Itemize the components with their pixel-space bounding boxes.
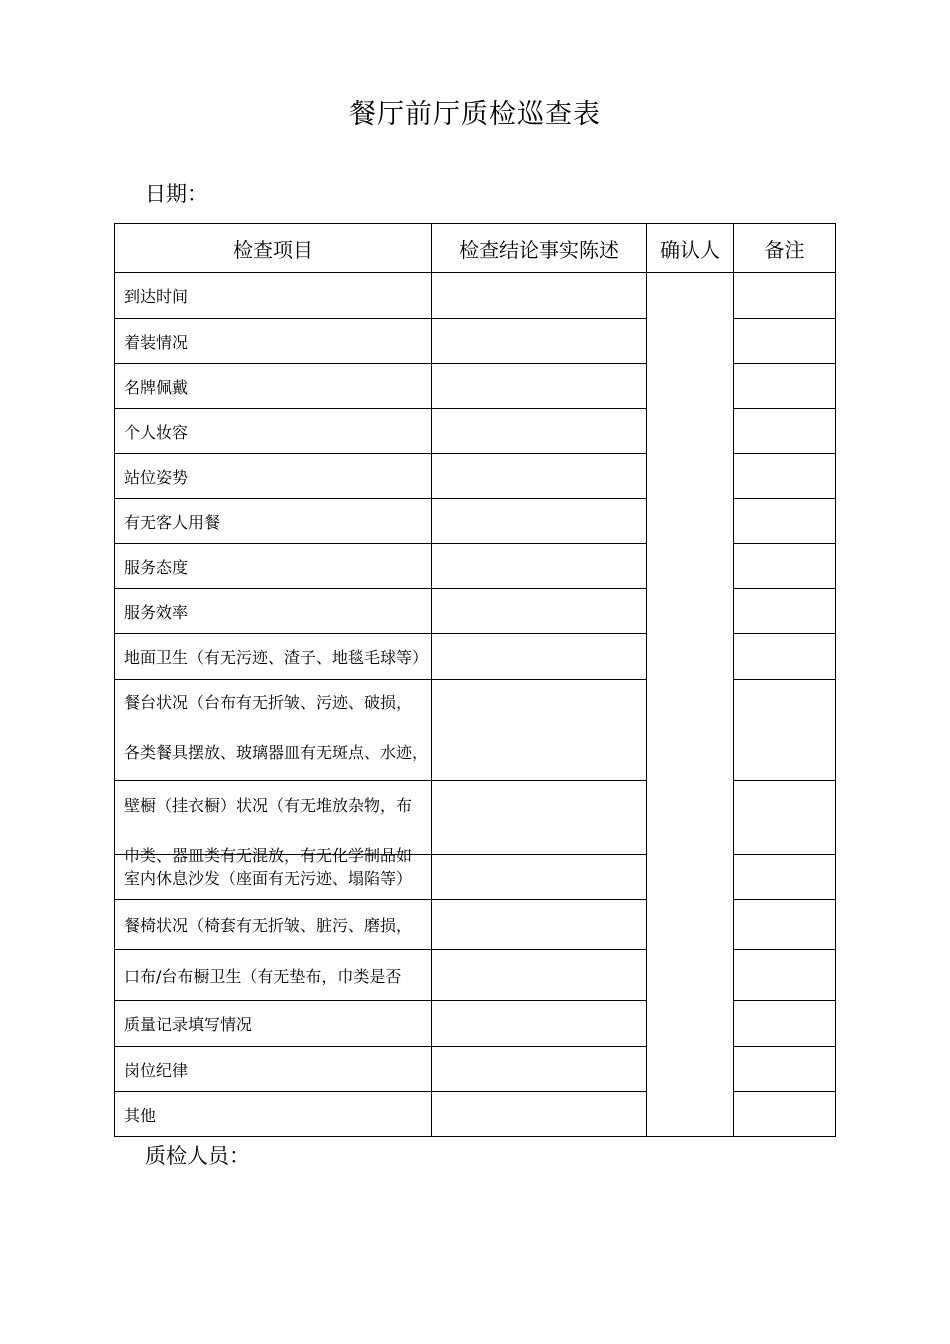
conclusion-cell[interactable]	[432, 454, 647, 499]
remarks-cell[interactable]	[734, 589, 836, 634]
item-cell: 个人妆容	[115, 409, 432, 454]
remarks-cell[interactable]	[734, 680, 836, 781]
remarks-cell[interactable]	[734, 1092, 836, 1137]
conclusion-cell[interactable]	[432, 319, 647, 364]
item-cell	[115, 680, 432, 781]
item-cell: 有无客人用餐	[115, 499, 432, 544]
item-cell: 服务效率	[115, 589, 432, 634]
conclusion-cell[interactable]	[432, 1001, 647, 1047]
confirmer-cell[interactable]	[647, 273, 734, 1137]
conclusion-cell[interactable]	[432, 589, 647, 634]
item-cell: 岗位纪律	[115, 1047, 432, 1092]
conclusion-cell[interactable]	[432, 499, 647, 544]
item-line-2: 巾类、器皿类有无混放，有无化学制品如	[124, 846, 413, 865]
item-cell: 餐椅状况（椅套有无折皱、脏污、磨损，	[115, 900, 432, 950]
remarks-cell[interactable]	[734, 950, 836, 1001]
remarks-cell[interactable]	[734, 900, 836, 950]
item-line-1: 餐台状况（台布有无折皱、污迹、破损，	[124, 693, 413, 712]
remarks-cell[interactable]	[734, 273, 836, 319]
remarks-cell[interactable]	[734, 855, 836, 900]
item-cell: 服务态度	[115, 544, 432, 589]
item-line-1: 壁橱（挂衣橱）状况（有无堆放杂物，布	[124, 796, 413, 815]
conclusion-cell[interactable]	[432, 900, 647, 950]
remarks-cell[interactable]	[734, 544, 836, 589]
conclusion-cell[interactable]	[432, 364, 647, 409]
conclusion-cell[interactable]	[432, 680, 647, 781]
conclusion-cell[interactable]	[432, 1047, 647, 1092]
date-label: 日期：	[145, 182, 208, 206]
remarks-cell[interactable]	[734, 319, 836, 364]
item-cell: 其他	[115, 1092, 432, 1137]
item-cell: 地面卫生（有无污迹、渣子、地毯毛球等）	[115, 634, 432, 680]
table-header-row	[115, 224, 836, 273]
inspection-table	[114, 223, 836, 1137]
remarks-cell[interactable]	[734, 781, 836, 855]
remarks-cell[interactable]	[734, 409, 836, 454]
conclusion-cell[interactable]	[432, 273, 647, 319]
remarks-cell[interactable]	[734, 364, 836, 409]
item-cell: 口布/台布橱卫生（有无垫布，巾类是否	[115, 950, 432, 1001]
conclusion-cell[interactable]	[432, 950, 647, 1001]
header-inspection-item: 检查项目	[115, 224, 432, 273]
header-confirmer: 确认人	[647, 224, 734, 273]
inspector-label: 质检人员：	[145, 1144, 250, 1168]
remarks-cell[interactable]	[734, 634, 836, 680]
table-row	[115, 273, 836, 319]
item-cell: 名牌佩戴	[115, 364, 432, 409]
conclusion-cell[interactable]	[432, 634, 647, 680]
item-cell: 到达时间	[115, 273, 432, 319]
item-cell: 质量记录填写情况	[115, 1001, 432, 1047]
conclusion-cell[interactable]	[432, 409, 647, 454]
conclusion-cell[interactable]	[432, 855, 647, 900]
remarks-cell[interactable]	[734, 454, 836, 499]
item-cell: 室内休息沙发（座面有无污迹、塌陷等）	[115, 855, 432, 900]
item-line-2: 各类餐具摆放、玻璃器皿有无斑点、水迹，	[124, 743, 429, 762]
page-title: 餐厅前厅质检巡查表	[349, 99, 601, 130]
remarks-cell[interactable]	[734, 1047, 836, 1092]
conclusion-cell[interactable]	[432, 1092, 647, 1137]
item-cell: 站位姿势	[115, 454, 432, 499]
remarks-cell[interactable]	[734, 499, 836, 544]
item-cell: 着装情况	[115, 319, 432, 364]
conclusion-cell[interactable]	[432, 544, 647, 589]
remarks-cell[interactable]	[734, 1001, 836, 1047]
conclusion-cell[interactable]	[432, 781, 647, 855]
header-remarks: 备注	[734, 224, 836, 273]
item-cell	[115, 781, 432, 865]
header-conclusion: 检查结论事实陈述	[432, 224, 647, 273]
